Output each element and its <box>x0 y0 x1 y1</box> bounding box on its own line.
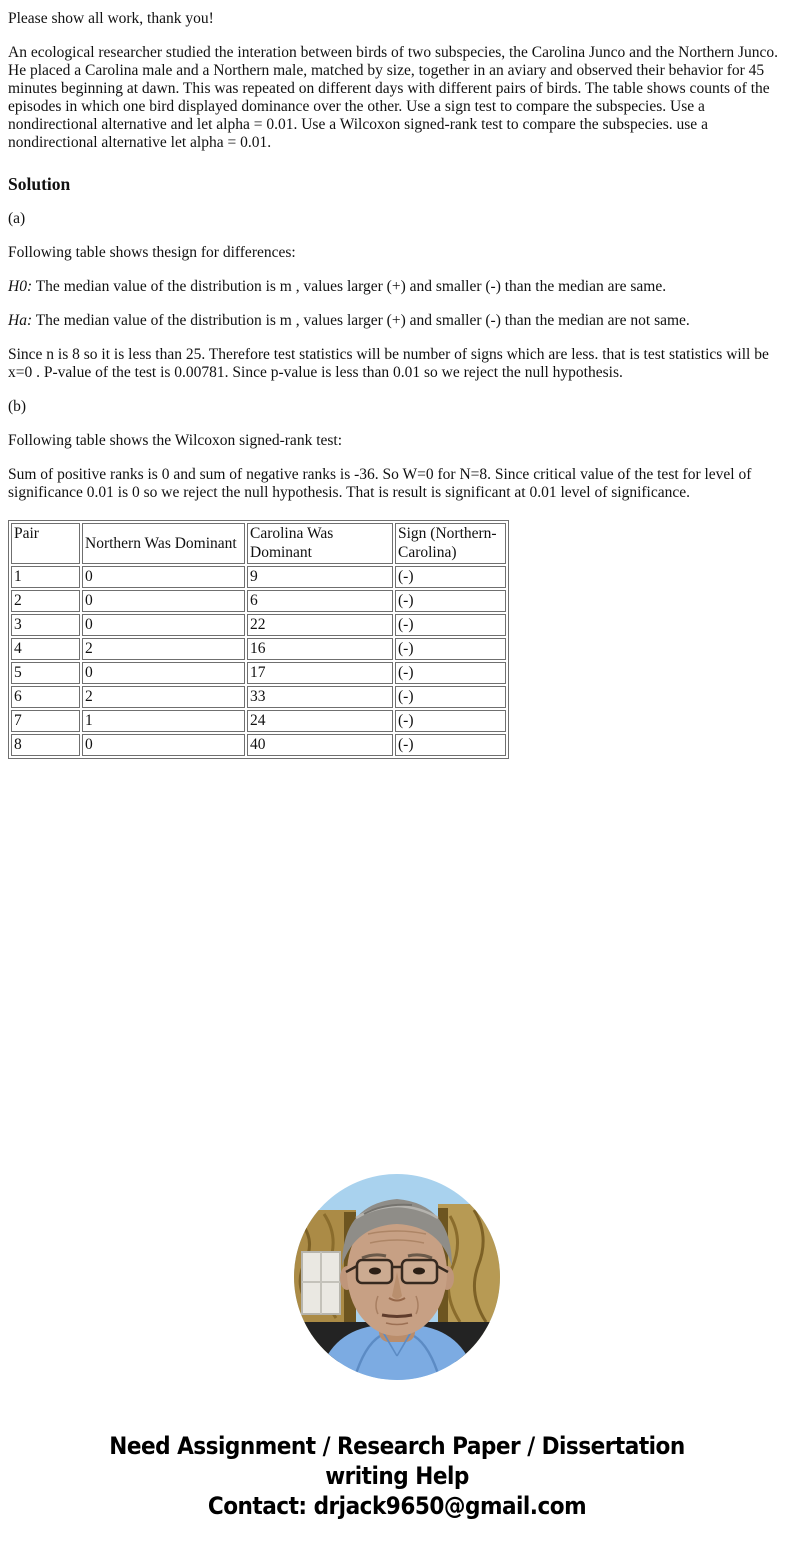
footer-help-line-1: Need Assignment / Research Paper / Dissertation <box>109 1432 685 1460</box>
table-cell-sign: (-) <box>395 662 506 684</box>
table-cell-carolina: 24 <box>247 710 393 732</box>
footer-help-line-2: writing Help <box>325 1462 469 1490</box>
table-cell-sign: (-) <box>395 710 506 732</box>
table-cell-sign: (-) <box>395 686 506 708</box>
table-cell-pair: 8 <box>11 734 80 756</box>
table-cell-pair: 6 <box>11 686 80 708</box>
table-row <box>11 566 506 588</box>
table-cell-northern: 0 <box>82 614 245 636</box>
table-header-sign: Sign (Northern-Carolina) <box>395 523 506 564</box>
table-cell-sign: (-) <box>395 614 506 636</box>
table-cell-northern: 0 <box>82 566 245 588</box>
table-cell-pair: 2 <box>11 590 80 612</box>
table-cell-carolina: 22 <box>247 614 393 636</box>
table-cell-sign: (-) <box>395 590 506 612</box>
alt-hypothesis-line <box>8 312 786 330</box>
table-row <box>11 638 506 660</box>
tutor-photo-section <box>8 1174 786 1385</box>
table-row <box>11 734 506 756</box>
table-cell-carolina: 17 <box>247 662 393 684</box>
table-cell-pair: 5 <box>11 662 80 684</box>
table-cell-northern: 0 <box>82 590 245 612</box>
table-row <box>11 662 506 684</box>
intro-paragraph: Please show all work, thank you! <box>8 10 214 27</box>
ha-text: The median value of the distribution is m , values larger (+) and smaller (-) than the median are not same. <box>35 312 690 329</box>
footer-banner <box>8 1431 786 1521</box>
table-row <box>11 686 506 708</box>
table-cell-carolina: 16 <box>247 638 393 660</box>
table-cell-sign: (-) <box>395 566 506 588</box>
table-cell-pair: 7 <box>11 710 80 732</box>
part-a-intro: Following table shows thesign for differences: <box>8 244 296 261</box>
h0-label: H0: <box>8 278 33 295</box>
table-row <box>11 590 506 612</box>
table-header-row <box>11 523 506 564</box>
table-row <box>11 614 506 636</box>
table-cell-carolina: 33 <box>247 686 393 708</box>
table-cell-sign: (-) <box>395 638 506 660</box>
table-cell-northern: 2 <box>82 638 245 660</box>
table-cell-pair: 1 <box>11 566 80 588</box>
table-cell-carolina: 40 <box>247 734 393 756</box>
table-cell-sign: (-) <box>395 734 506 756</box>
part-a-conclusion: Since n is 8 so it is less than 25. Therefore test statistics will be number of signs which are less. that is test statistics will be x=0 . P-value of the test is 0.00781. Since p-value is less than 0.01 so we reject the null hypothesis. <box>8 346 769 381</box>
part-a-label: (a) <box>8 210 26 227</box>
tutor-avatar <box>294 1174 500 1380</box>
table-cell-northern: 1 <box>82 710 245 732</box>
problem-paragraph: An ecological researcher studied the interation between birds of two subspecies, the Carolina Junco and the Northern Junco. He placed a Carolina male and a Northern male, matched by size, together in an aviary and observed their behavior for 45 minutes beginning at dawn. This was repeated on different days with different pairs of birds. The table shows counts of the episodes in which one bird displayed dominance over the other. Use a sign test to compare the subspecies. Use a nondirectional alternative and let alpha = 0.01. Use a Wilcoxon signed-rank test to compare the subspecies. use a nondirectional alternative let alpha = 0.01. <box>8 44 779 151</box>
table-row <box>11 710 506 732</box>
part-b-intro: Following table shows the Wilcoxon signed-rank test: <box>8 432 343 449</box>
results-table <box>8 520 509 759</box>
table-cell-northern: 0 <box>82 734 245 756</box>
null-hypothesis-line <box>8 278 786 296</box>
table-cell-northern: 0 <box>82 662 245 684</box>
table-cell-pair: 3 <box>11 614 80 636</box>
table-cell-pair: 4 <box>11 638 80 660</box>
part-b-conclusion: Sum of positive ranks is 0 and sum of negative ranks is -36. So W=0 for N=8. Since critical value of the test for level of significance 0.01 is 0 so we reject the null hypothesis. That is result is significant at 0.01 level of significance. <box>8 466 752 501</box>
table-header-carolina: Carolina Was Dominant <box>247 523 393 564</box>
ha-label: Ha: <box>8 312 33 329</box>
table-cell-northern: 2 <box>82 686 245 708</box>
h0-text: The median value of the distribution is m , values larger (+) and smaller (-) than the median are same. <box>35 278 667 295</box>
part-b-label: (b) <box>8 398 27 415</box>
solution-heading: Solution <box>8 174 71 194</box>
table-header-northern: Northern Was Dominant <box>82 523 245 564</box>
table-cell-carolina: 9 <box>247 566 393 588</box>
table-header-pair: Pair <box>11 523 80 564</box>
footer-contact-line: Contact: drjack9650@gmail.com <box>207 1492 587 1520</box>
table-cell-carolina: 6 <box>247 590 393 612</box>
